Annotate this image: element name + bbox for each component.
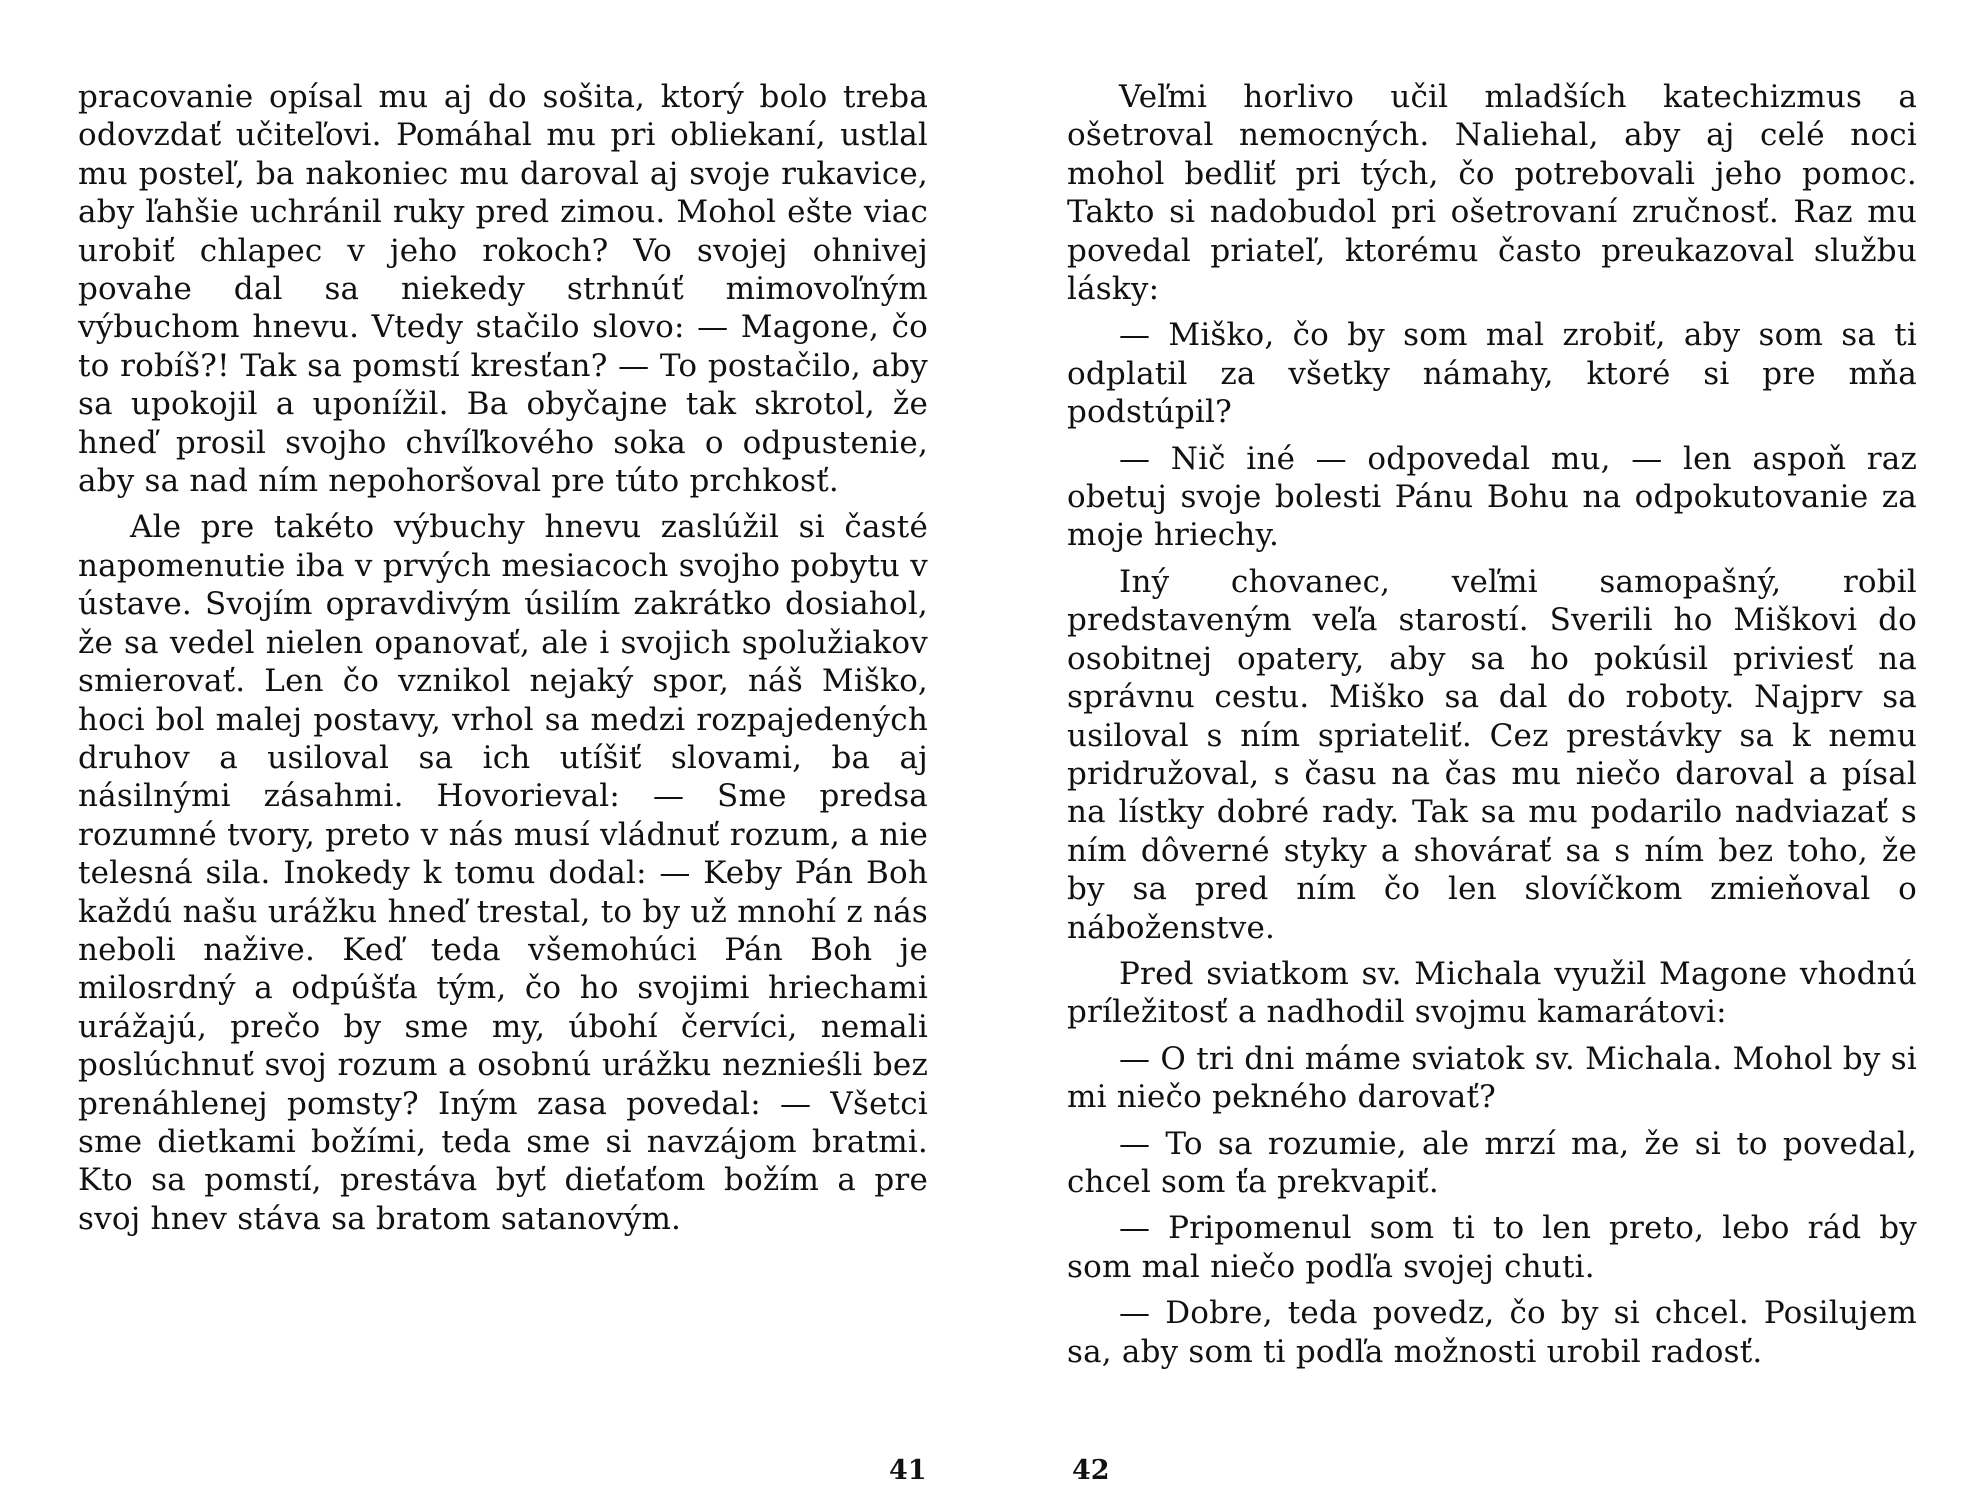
paragraph: — Pripomenul som ti to len preto, lebo rád by som mal niečo podľa svojej chuti. bbox=[1067, 1210, 1917, 1285]
paragraph: — Dobre, teda povedz, čo by si chcel. Posilujem sa, aby som ti podľa možnosti urobil radosť. bbox=[1067, 1295, 1917, 1370]
page-number: 42 bbox=[1072, 1455, 1110, 1486]
right-page-text bbox=[1067, 78, 1917, 1379]
paragraph: pracovanie opísal mu aj do sošita, ktorý bolo treba odovzdať učiteľovi. Pomáhal mu pri obliekaní, ustlal mu posteľ, ba nakoniec mu daroval aj svoje rukavice, aby ľahšie uchránil ruky pred zimou. Mohol ešte viac urobiť chlapec v jeho rokoch? Vo svojej ohnivej povahe dal sa niekedy strhnúť mimovoľným výbuchom hnevu. Vtedy stačilo slovo: — Magone, čo to robíš?! Tak sa pomstí kresťan? — To postačilo, aby sa upokojil a uponížil. Ba obyčajne tak skrotol, že hneď prosil svojho chvíľkového soka o odpustenie, aby sa nad ním nepohoršoval pre túto prchkosť. bbox=[78, 79, 928, 500]
paragraph: Iný chovanec, veľmi samopašný, robil predstaveným veľa starostí. Sverili ho Miškovi do osobitnej opatery, aby sa ho pokúsil priviesť na správnu cestu. Miško sa dal do roboty. Najprv sa usiloval s ním spriateliť. Cez prestávky sa k nemu pridružoval, s času na čas mu niečo daroval a písal na lístky dobré rady. Tak sa mu podarilo nadviazať s ním dôverné styky a shovárať sa s ním bez toho, že by sa pred ním čo len slovíčkom zmieňoval o náboženstve. bbox=[1067, 563, 1917, 946]
paragraph: Ale pre takéto výbuchy hnevu zaslúžil si časté napomenutie iba v prvých mesiacoch svojho pobytu v ústave. Svojím opravdivým úsilím zakrátko dosiahol, že sa vedel nielen opanovať, ale i svojich spolužiakov smierovať. Len čo vznikol nejaký spor, náš Miško, hoci bol malej postavy, vrhol sa medzi rozpajedených druhov a usiloval sa ich utíšiť slovami, ba aj násilnými zásahmi. Hovorieval: — Sme predsa rozumné tvory, preto v nás musí vládnuť rozum, a nie telesná sila. Inokedy k tomu dodal: — Keby Pán Boh každú našu urážku hneď trestal, to by už mnohí z nás neboli nažive. Keď teda všemohúci Pán Boh je milosrdný a odpúšťa tým, čo ho svojimi hriechami urážajú, prečo by sme my, úbohí červíci, nemali poslúchnuť svoj rozum a osobnú urážku neznieśli bez prenáhlenej pomsty? Iným zasa povedal: — Všetci sme dietkami božími, teda sme si navzájom bratmi. Kto sa pomstí, prestáva byť dieťaťom božím a pre svoj hnev stáva sa bratom satanovým. bbox=[78, 509, 928, 1237]
page-number: 41 bbox=[889, 1455, 927, 1486]
paragraph: — Nič iné — odpovedal mu, — len aspoň raz obetuj svoje bolesti Pánu Bohu na odpokutovanie za moje hriechy. bbox=[1067, 440, 1917, 554]
left-page-text bbox=[78, 78, 928, 1246]
paragraph: — To sa rozumie, ale mrzí ma, že si to povedal, chcel som ťa prekvapiť. bbox=[1067, 1125, 1917, 1200]
paragraph: — Miško, čo by som mal zrobiť, aby som sa ti odplatil za všetky námahy, ktoré si pre mňa podstúpil? bbox=[1067, 317, 1917, 431]
paragraph: — O tri dni máme sviatok sv. Michala. Mohol by si mi niečo pekného darovať? bbox=[1067, 1040, 1917, 1116]
paragraph: Pred sviatkom sv. Michala využil Magone vhodnú príležitosť a nadhodil svojmu kamarátovi: bbox=[1067, 955, 1917, 1031]
right-page bbox=[985, 0, 1970, 1500]
paragraph: Veľmi horlivo učil mladších katechizmus a ošetroval nemocných. Naliehal, aby aj celé noci mohol bedliť pri tých, čo potrebovali jeho pomoc. Takto si nadobudol pri ošetrovaní zručnosť. Raz mu povedal priateľ, ktorému často preukazoval službu lásky: bbox=[1067, 79, 1917, 308]
